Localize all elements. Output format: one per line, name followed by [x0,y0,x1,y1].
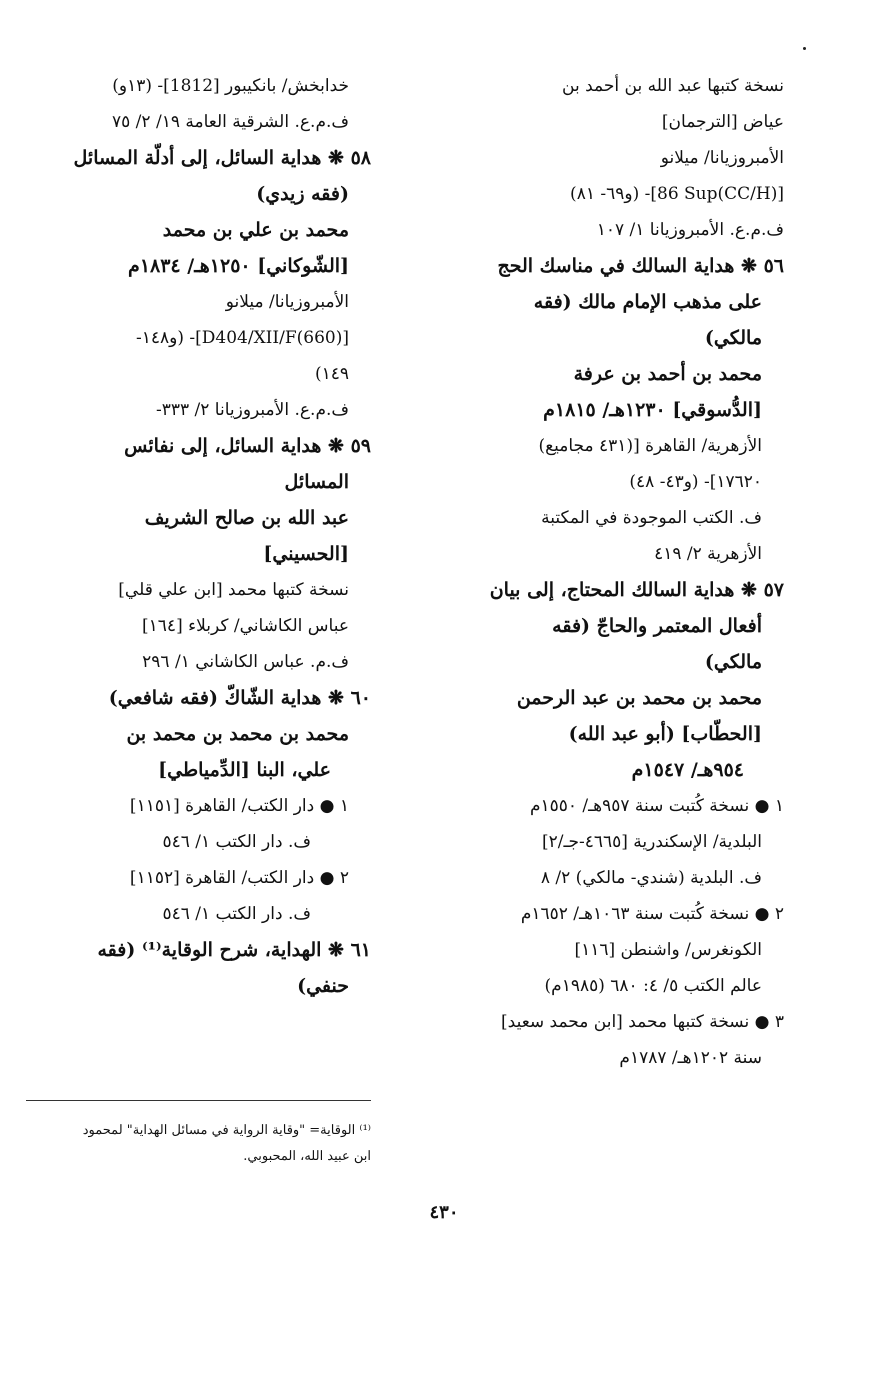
entry-line: ٣ ● نسخة كتبها محمد [ابن محمد سعيد] [501,1012,784,1032]
entry-line: ف. البلدية (شندي- مالكي) ٢/ ٨ [540,868,762,888]
page-number: ٤٣٠ [429,1202,459,1223]
entry-line: الكونغرس/ واشنطن [١١٦] [574,940,762,960]
footnote-line: ابن عبيد الله، المحبوبي. [243,1149,371,1164]
entry-line: عباس الكاشاني/ كربلاء [١٦٤] [142,616,349,636]
entry-heading-line: ٦١ ❋ الهداية، شرح الوقاية⁽¹⁾ (فقه [97,939,371,961]
entry-line: البلدية/ الإسكندرية [٤٦٦٥-جـ/٢] [541,832,762,852]
entry-line: ٢ ● نسخة كُتبت سنة ١٠٦٣هـ/ ١٦٥٢م [520,904,784,924]
entry-heading-line: ٩٥٤هـ/ ١٥٤٧م [631,759,744,781]
entry-line: ف. الكتب الموجودة في المكتبة [541,508,762,528]
entry-line: نسخة كتبها عبد الله بن أحمد بن [562,76,784,96]
entry-line: عالم الكتب ٥/ ٤: ٦٨٠ (١٩٨٥م) [544,976,762,996]
entry-line: الأزهرية/ القاهرة [(٤٣١ مجاميع) [538,436,762,456]
footnote [26,1118,371,1170]
entry-line: [(CC/H)86 Sup]- (و٦٩- ٨١) [570,184,784,204]
left-column [26,68,371,1004]
entry-line: ١٤٩) [314,364,349,384]
entry-heading-line: محمد بن أحمد بن عرفة [573,363,762,385]
right-column [439,68,784,1076]
entry-heading-line: (فقه زيدي) [256,183,349,205]
entry-heading-line: مالكي) [704,651,762,673]
entry-line: ف. دار الكتب ١/ ٥٤٦ [162,904,311,924]
entry-line: الأمبروزيانا/ ميلانو [660,148,784,168]
footnote-separator [26,1100,371,1101]
entry-line: ف.م.ع. الأمبروزيانا ١/ ١٠٧ [596,220,784,240]
entry-heading-line: أفعال المعتمر والحاجّ (فقه [552,615,762,637]
entry-heading-line: علي، البنا [الدِّمياطي] [158,759,331,781]
entry-heading-line: المسائل [284,471,349,493]
entry-heading-line: [الشّوكاني] ١٢٥٠هـ/ ١٨٣٤م [128,255,349,277]
entry-heading-line: محمد بن محمد بن عبد الرحمن [516,687,762,709]
entry-heading-line: ٥٨ ❋ هداية السائل، إلى أدلّة المسائل [73,147,371,169]
entry-heading-line: مالكي) [704,327,762,349]
entry-line: ف.م.ع. الشرقية العامة ١٩/ ٢/ ٧٥ [112,112,349,132]
entry-heading-line: محمد بن محمد بن محمد بن [126,723,349,745]
entry-heading-line: ٥٩ ❋ هداية السائل، إلى نفائس [124,435,371,457]
entry-line: عياض [الترجمان] [661,112,784,132]
entry-line: الأزهرية ٢/ ٤١٩ [654,544,762,564]
entry-line: خدابخش/ بانكيبور [1812]- (١٣و) [112,76,349,96]
entry-line: ف. دار الكتب ١/ ٥٤٦ [162,832,311,852]
entry-line: [(660)D404/XII/F]- (و١٤٨- [135,328,349,348]
entry-heading-line: عبد الله بن صالح الشريف [144,507,349,529]
entry-heading-line: حنفي) [297,975,349,997]
entry-heading-line: [الحطّاب] (أبو عبد الله) [568,723,762,745]
entry-line: ٢ ● دار الكتب/ القاهرة [١١٥٢] [129,868,349,888]
entry-line: ف.م.ع. الأمبروزيانا ٢/ ٣٣٣- [155,400,349,420]
entry-line: ١٧٦٢٠]- (و٤٣- ٤٨) [629,472,762,492]
entry-line: ١ ● دار الكتب/ القاهرة [١١٥١] [129,796,349,816]
scan-speck [803,47,806,50]
entry-line: ١ ● نسخة كُتبت سنة ٩٥٧هـ/ ١٥٥٠م [529,796,784,816]
entry-heading-line: ٥٧ ❋ هداية السالك المحتاج، إلى بيان [489,579,784,601]
entry-line: سنة ١٢٠٢هـ/ ١٧٨٧م [619,1048,762,1068]
entry-heading-line: [الحسيني] [263,543,349,565]
entry-line: ف.م. عباس الكاشاني ١/ ٢٩٦ [142,652,349,672]
entry-heading-line: ٦٠ ❋ هداية الشّاكّ (فقه شافعي) [108,687,371,709]
footnote-line: ⁽¹⁾ الوقاية= "وقاية الرواية في مسائل الهداية" لمحمود [82,1123,371,1138]
entry-line: نسخة كتبها محمد [ابن علي قلي] [118,580,349,600]
entry-heading-line: على مذهب الإمام مالك (فقه [533,291,762,313]
entry-heading-line: [الدُّسوقي] ١٢٣٠هـ/ ١٨١٥م [543,399,762,421]
entry-heading-line: محمد بن علي بن محمد [162,219,349,241]
entry-heading-line: ٥٦ ❋ هداية السالك في مناسك الحج [497,255,784,277]
entry-line: الأمبروزيانا/ ميلانو [225,292,349,312]
